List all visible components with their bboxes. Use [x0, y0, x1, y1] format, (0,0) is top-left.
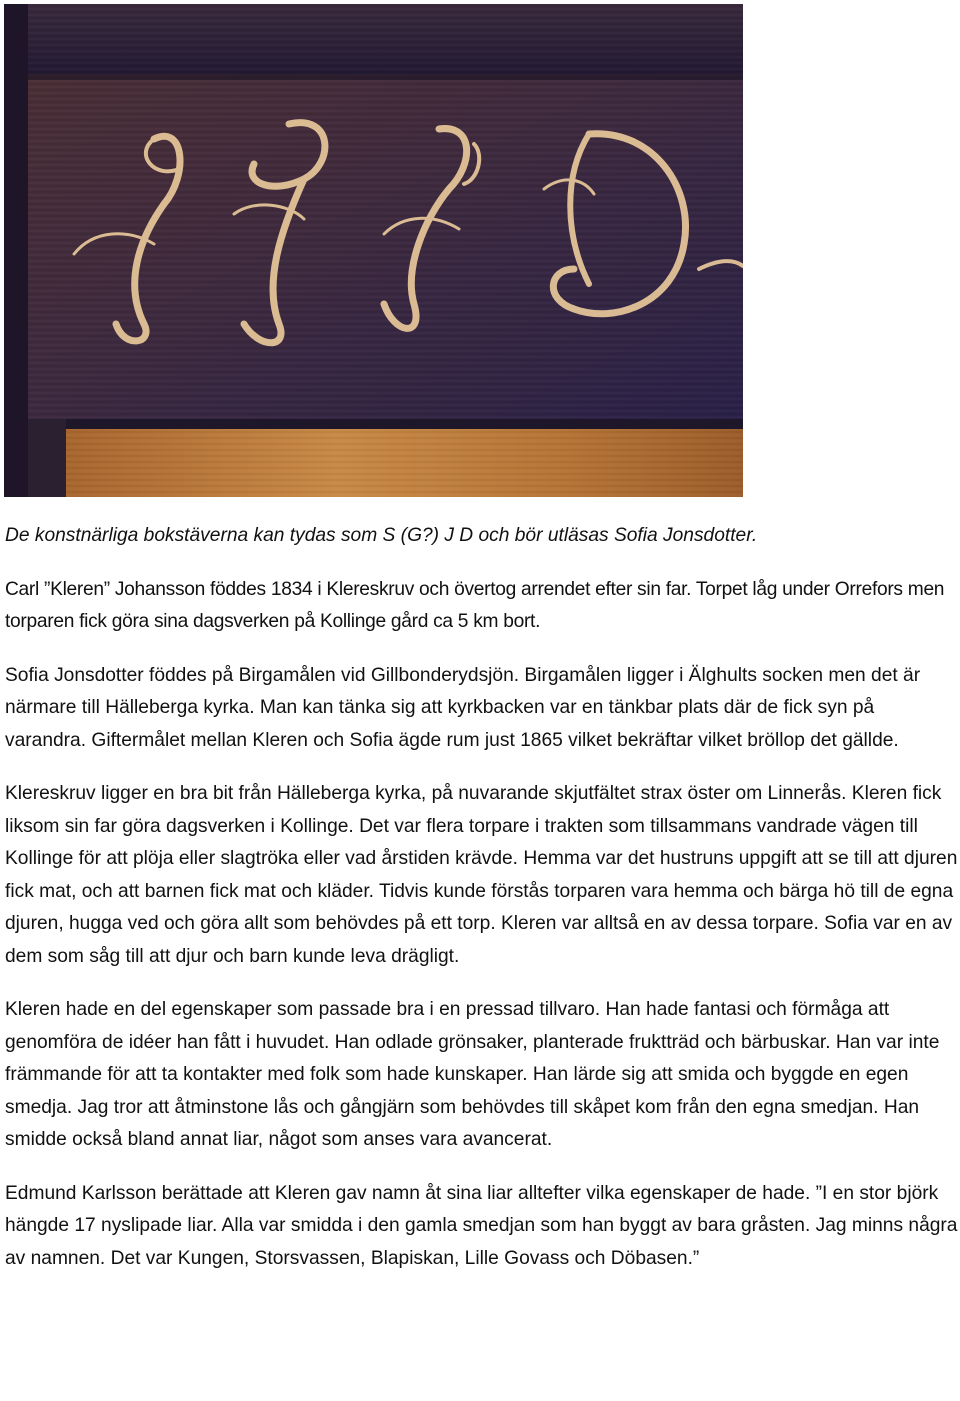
paragraph-3: Klereskruv ligger en bra bit från Hälleberga kyrka, på nuvarande skjutfältet strax öster om Linnerås. Kleren fick liksom sin far göra dagsverken i Kollinge. Det var flera torpare i trakten som tillsammans vandrade vägen till Kollinge för att plöja eller slagtröka eller vad årstiden krävde. Hemma var det hustruns uppgift att se till att djuren fick mat, och att barnen fick mat och kläder. Tidvis kunde förstås torparen vara hemma och bärga hö till de egna djuren, hugga ved och göra allt som behövdes på ett torp. Kleren var alltså en av dessa torpare. Sofia var en av dem som såg till att djur och barn kunde leva drägligt.: [5, 783, 958, 967]
carved-initials-photo: [4, 4, 743, 497]
paragraph-4: Kleren hade en del egenskaper som passade bra i en pressad tillvaro. Han hade fantasi och förmåga att genomföra de idéer han fått i huvudet. Han odlade grönsaker, planterade fruktträd och bärbuskar. Han var inte främmande för att ta kontakter med folk som hade kunskaper. Han lärde sig att smida och byggde en egen smedja. Jag tror att åtminstone lås och gångjärn som behövdes till skåpet kom från den egna smedjan. Han smidde också bland annat liar, något som anses vara avancerat.: [5, 999, 940, 1150]
paragraph-2: Sofia Jonsdotter föddes på Birgamålen vid Gillbonderydsjön. Birgamålen ligger i Älghults socken men det är närmare till Hälleberga kyrka. Man kan tänka sig att kyrkbacken var en tänkbar plats där de fick syn på varandra. Giftermålet mellan Kleren och Sofia ägde rum just 1865 vilket bekräftar vilket bröllop det gällde.: [5, 664, 921, 751]
photo-caption: De konstnärliga bokstäverna kan tydas som S (G?) J D och bör utläsas Sofia Jonsdotter.: [5, 525, 758, 546]
paragraph-1: Carl ”Kleren” Johansson föddes 1834 i Klereskruv och övertog arrendet efter sin far. Torpet låg under Orrefors men torparen fick göra sina dagsverken på Kollinge gård ca 5 km bort.: [5, 578, 945, 632]
paragraph-5: Edmund Karlsson berättade att Kleren gav namn åt sina liar alltefter vilka egenskaper de hade. ”I en stor björk hängde 17 nyslipade liar. Alla var smidda i den gamla smedjan som han byggt av bara gråsten. Jag minns några av namnen. Det var Kungen, Storsvassen, Blapiskan, Lille Govass och Döbasen.”: [5, 1182, 958, 1269]
carved-initials-image: [4, 4, 743, 497]
document-body: [5, 520, 960, 1296]
